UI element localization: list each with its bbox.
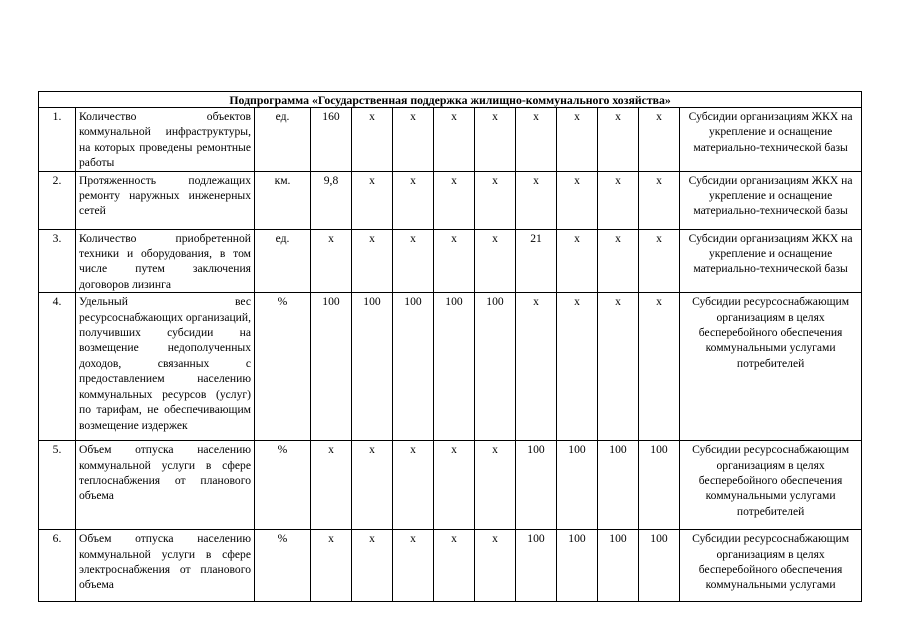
table-row [39,293,862,441]
funding-note: Субсидии ресурсоснабжающим организациям в целях бесперебойного обеспечения коммунальными услугами потребителей [680,441,862,530]
row-number: 3. [39,229,76,293]
value-cell: х [352,171,393,229]
value-cell: х [516,293,557,441]
value-cell: х [352,441,393,530]
value-cell: х [434,108,475,172]
funding-note: Субсидии организациям ЖКХ на укрепление и оснащение материально-технической базы [680,108,862,172]
funding-note: Субсидии организациям ЖКХ на укрепление и оснащение материально-технической базы [680,171,862,229]
value-cell: х [311,530,352,602]
value-cell: х [639,229,680,293]
table-row [39,108,862,172]
indicator-name: Удельный вес ресурсоснабжающих организаций, получивших субсидии на возмещение недополученных доходов, связанных с предоставлением населению коммунальных ресурсов (услуг) по тарифам, не обеспечивающим возмещение издержек [76,293,255,441]
table-row [39,229,862,293]
unit-cell: % [255,293,311,441]
indicator-name: Объем отпуска населению коммунальной услуги в сфере теплоснабжения от планового объема [76,441,255,530]
funding-note: Субсидии организациям ЖКХ на укрепление и оснащение материально-технической базы [680,229,862,293]
value-cell: х [311,229,352,293]
row-number: 4. [39,293,76,441]
value-cell: х [434,229,475,293]
value-cell: х [393,441,434,530]
value-cell: х [311,441,352,530]
indicator-name: Количество объектов коммунальной инфраструктуры, на которых проведены ремонтные работы [76,108,255,172]
indicator-name: Протяженность подлежащих ремонту наружных инженерных сетей [76,171,255,229]
value-cell: х [557,293,598,441]
value-cell: 100 [311,293,352,441]
value-cell: х [475,530,516,602]
unit-cell: ед. [255,229,311,293]
value-cell: х [516,108,557,172]
unit-cell: % [255,441,311,530]
value-cell: х [352,229,393,293]
value-cell: х [557,229,598,293]
value-cell: х [475,441,516,530]
table-title-row [39,92,862,108]
indicator-name: Объем отпуска населению коммунальной услуги в сфере электроснабжения от планового объема [76,530,255,602]
value-cell: х [352,108,393,172]
value-cell: 100 [639,441,680,530]
subprogram-title: Подпрограмма «Государственная поддержка жилищно-коммунального хозяйства» [39,92,862,108]
funding-note: Субсидии ресурсоснабжающим организациям в целях бесперебойного обеспечения коммунальными услугами потребителей [680,293,862,441]
value-cell: х [393,171,434,229]
table-row [39,171,862,229]
value-cell: 100 [639,530,680,602]
value-cell: х [639,293,680,441]
funding-note: Субсидии ресурсоснабжающим организациям в целях бесперебойного обеспечения коммунальными услугами [680,530,862,602]
value-cell: х [352,530,393,602]
value-cell: 100 [393,293,434,441]
value-cell: х [557,108,598,172]
value-cell: х [598,108,639,172]
unit-cell: ед. [255,108,311,172]
indicator-name: Количество приобретенной техники и оборудования, в том числе путем заключения договоров лизинга [76,229,255,293]
table-row [39,530,862,602]
value-cell: х [475,171,516,229]
row-number: 2. [39,171,76,229]
value-cell: 9,8 [311,171,352,229]
value-cell: х [598,171,639,229]
value-cell: х [639,171,680,229]
value-cell: х [598,293,639,441]
row-number: 6. [39,530,76,602]
value-cell: 100 [475,293,516,441]
value-cell: 100 [598,441,639,530]
value-cell: х [393,530,434,602]
value-cell: 100 [516,441,557,530]
unit-cell: % [255,530,311,602]
value-cell: х [557,171,598,229]
value-cell: 100 [557,530,598,602]
value-cell: х [393,108,434,172]
value-cell: 100 [516,530,557,602]
value-cell: 100 [352,293,393,441]
value-cell: х [434,530,475,602]
value-cell: х [475,108,516,172]
value-cell: х [434,171,475,229]
value-cell: х [598,229,639,293]
value-cell: 100 [434,293,475,441]
value-cell: 160 [311,108,352,172]
value-cell: 21 [516,229,557,293]
indicators-table [38,91,862,602]
row-number: 1. [39,108,76,172]
table-row [39,441,862,530]
value-cell: х [475,229,516,293]
value-cell: х [434,441,475,530]
value-cell: х [516,171,557,229]
value-cell: 100 [557,441,598,530]
value-cell: х [393,229,434,293]
value-cell: х [639,108,680,172]
document-page [38,91,861,602]
value-cell: 100 [598,530,639,602]
unit-cell: км. [255,171,311,229]
row-number: 5. [39,441,76,530]
